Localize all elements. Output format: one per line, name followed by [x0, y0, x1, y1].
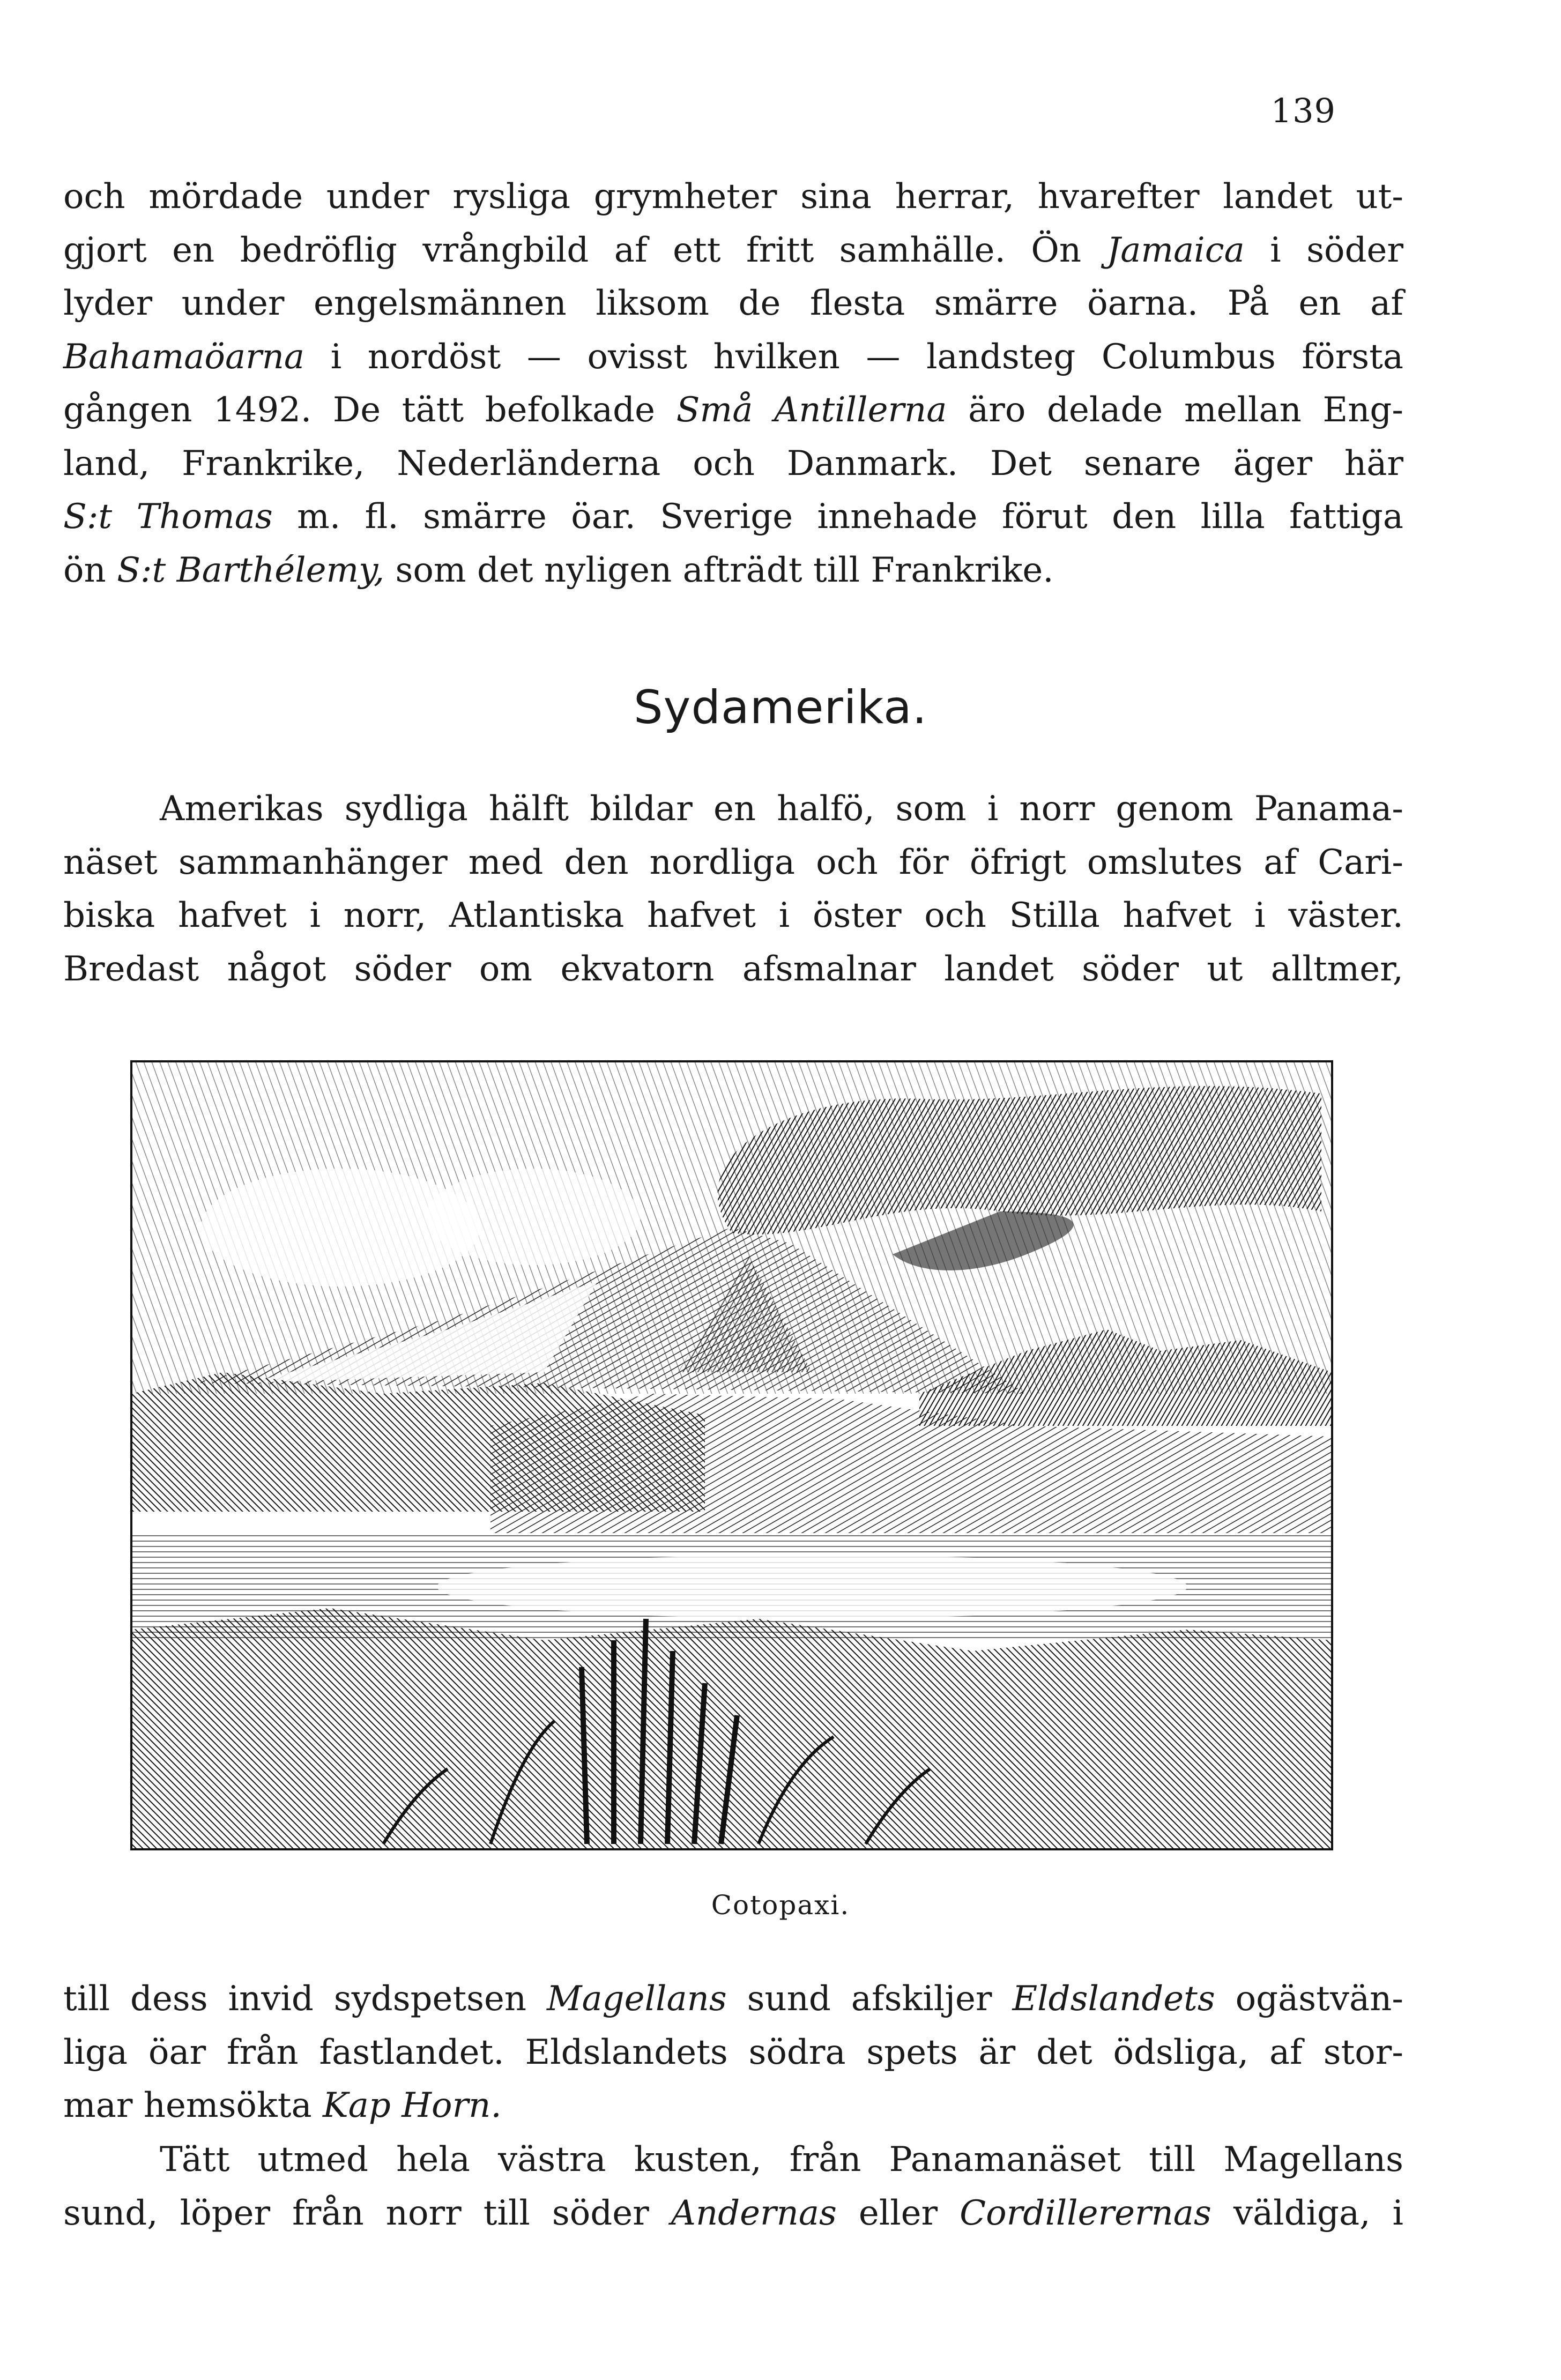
place-name: Cordillerernas	[960, 2193, 1211, 2233]
place-name: Andernas	[671, 2193, 837, 2233]
text-line: biska hafvet i norr, Atlantiska hafvet i öster och Stilla hafvet i väster.	[63, 896, 1403, 935]
text-line: Bredast något söder om ekvatorn afsmalnar landet söder ut alltmer,	[63, 949, 1403, 989]
text-line: Amerikas sydliga hälft bildar en halfö, som i norr genom Panama-	[160, 789, 1403, 829]
text-line: sund, löper från norr till söder Andernas eller Cordillerernas väldiga, i	[63, 2193, 1404, 2233]
place-name: Små Antillerna	[676, 390, 947, 430]
place-name: Kap Horn.	[322, 2086, 502, 2125]
paragraph-3	[63, 1973, 1403, 2133]
text-line: och mördade under rysliga grymheter sina herrar, hvarefter landet ut-	[63, 177, 1403, 217]
text-line: Bahamaöarna i nordöst — ovisst hvilken — landsteg Columbus första	[63, 337, 1403, 377]
text-line: S:t Thomas m. fl. smärre öar. Sverige innehade förut den lilla fattiga	[63, 497, 1404, 537]
text-line: mar hemsökta Kap Horn.	[63, 2086, 502, 2125]
place-name: Eldslandets	[1012, 1979, 1215, 2019]
place-name: Magellans	[546, 1979, 727, 2019]
place-name: S:t Thomas	[63, 497, 273, 537]
text-line: ön S:t Barthélemy, som det nyligen afträdt till Frankrike.	[63, 550, 1054, 590]
paragraph-1	[63, 170, 1403, 597]
paragraph-2	[63, 783, 1403, 996]
place-name: Jamaica	[1106, 230, 1245, 270]
text-line: till dess invid sydspetsen Magellans sund afskiljer Eldslandets ogästvän-	[63, 1979, 1404, 2019]
text-line: gången 1492. De tätt befolkade Små Antillerna äro delade mellan Eng-	[63, 390, 1404, 430]
text-line: Tätt utmed hela västra kusten, från Panamanäset till Magellans	[160, 2140, 1403, 2180]
section-heading: Sydamerika.	[633, 681, 928, 734]
text-line: näset sammanhänger med den nordliga och för öfrigt omslutes af Cari-	[63, 842, 1403, 882]
place-name: S:t Barthélemy,	[117, 550, 385, 590]
figure-caption: Cotopaxi.	[711, 1890, 850, 1921]
text-line: gjort en bedröflig vrångbild af ett fritt samhälle. Ön Jamaica i söder	[63, 230, 1404, 270]
place-name: Bahamaöarna	[63, 337, 305, 377]
text-line: land, Frankrike, Nederländerna och Danmark. Det senare äger här	[63, 443, 1403, 484]
text-line: lyder under engelsmännen liksom de flesta smärre öarna. På en af	[63, 284, 1403, 323]
text-line: liga öar från fastlandet. Eldslandets södra spets är det ödsliga, af stor-	[63, 2032, 1403, 2072]
paragraph-4	[63, 2133, 1403, 2240]
page-number: 139	[1270, 91, 1336, 130]
engraving-illustration	[115, 1051, 1348, 1865]
